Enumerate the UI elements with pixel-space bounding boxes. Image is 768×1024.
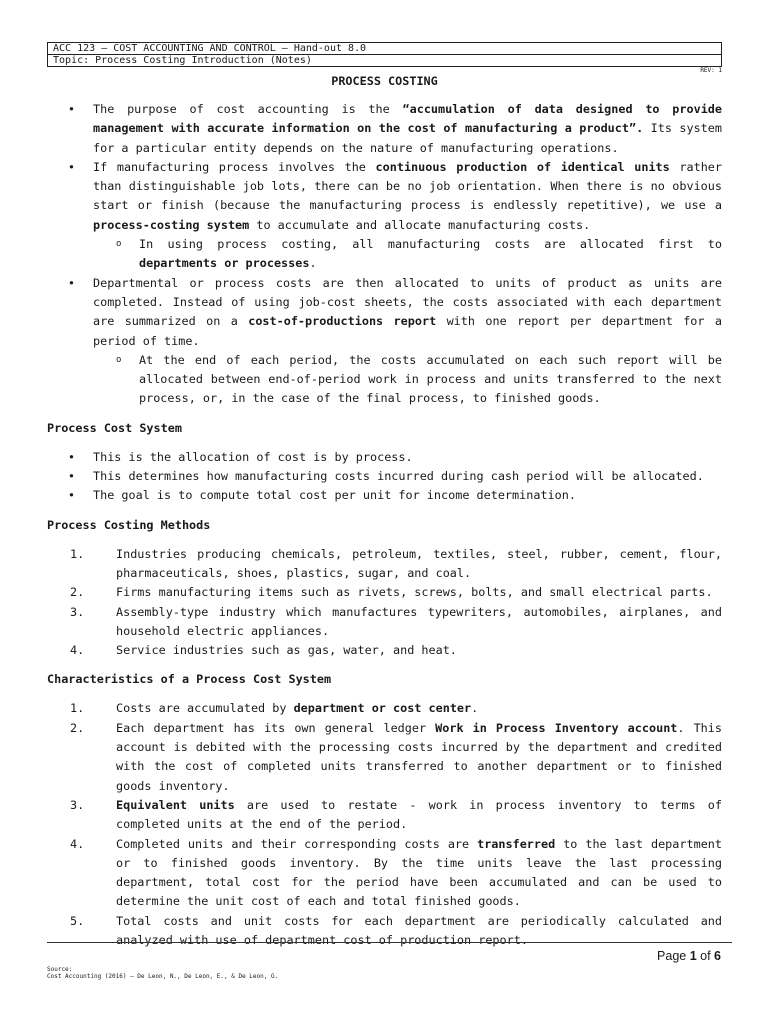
list-item: 1. Industries producing chemicals, petroleum, textiles, steel, rubber, cement, flour, pharmaceuticals, shoes, plastics, sugar, and coal. [70, 546, 722, 580]
list-item: 1. Costs are accumulated by department or cost center. [70, 701, 479, 716]
section-heading-characteristics: Characteristics of a Process Cost System [47, 672, 332, 687]
source-text: Cost Accounting (2016) – De Leon, N., De Leon, E., & De Leon, G. [47, 973, 279, 980]
list-item: • This determines how manufacturing costs incurred during cash period will be allocated. [47, 467, 722, 486]
list-item: 4. Completed units and their corresponding costs are transferred to the last department or to finished goods inventory. By the time units leave the last processing department, total cost for the period have been accumulated and can be used to determine the unit cost of each and total finished goods. [70, 836, 722, 909]
list-item: • The goal is to compute total cost per unit for income determination. [47, 486, 722, 505]
list-item: 2. Firms manufacturing items such as rivets, screws, bolts, and small electrical parts. [70, 585, 713, 600]
list-item: 2. Each department has its own general ledger Work in Process Inventory account. This account is debited with the processing costs incurred by the department and credited with the cost of completed units transferred to another department or to finished goods inventory. [70, 720, 722, 793]
intro-bullet-list [47, 100, 722, 409]
footer-divider [47, 942, 732, 943]
header-course-line: ACC 123 – COST ACCOUNTING AND CONTROL – Hand-out 8.0 [48, 43, 721, 55]
methods-numbered-list [47, 545, 722, 661]
system-bullet-list [47, 448, 722, 506]
section-heading-process-cost-system: Process Cost System [47, 420, 182, 435]
source-label: Source: [47, 966, 73, 973]
intro-sub-item-departments: o In using process costing, all manufacturing costs are allocated first to departments or processes. [93, 235, 722, 274]
list-item: • This is the allocation of cost is by process. [47, 448, 722, 467]
intro-sub-item-end-of-period: o At the end of each period, the costs accumulated on each such report will be allocated between end-of-period work in process and units transferred to the next process, or, in the case of the final process, to finished goods. [93, 351, 722, 409]
document-page [47, 42, 722, 950]
intro-bullet-departmental: • Departmental or process costs are then allocated to units of product as units are completed. Instead of using job-cost sheets, the costs associated with each department are summarized on a cost-of-productions report with one report per department for a period of time. o At the end of each period, the costs accumulated on each such report will be allocated between end-of-period work in process and units transferred to the next process, or, in the case of the final process, to finished goods. [47, 274, 722, 409]
list-item: 4. Service industries such as gas, water, and heat. [70, 643, 457, 658]
revision-label: REV: 1 [700, 67, 722, 74]
intro-bullet-purpose: • The purpose of cost accounting is the “accumulation of data designed to provide management with accurate information on the cost of manufacturing a product”. Its system for a particular entity depends on the nature of manufacturing operations. [47, 100, 722, 158]
intro-bullet-continuous: • If manufacturing process involves the continuous production of identical units rather than distinguishable job lots, there can be no job orientation. When there is no obvious start or finish (because the manufacturing process is endlessly repetitive), we use a process-costing system to accumulate and allocate manufacturing costs. o In using process costing, all manufacturing costs are allocated first to departments or processes. [47, 158, 722, 274]
section-heading-methods: Process Costing Methods [47, 517, 211, 532]
header-topic-line: Topic: Process Costing Introduction (Notes) [53, 55, 312, 66]
list-item: 5. Total costs and unit costs for each department are periodically calculated and analyzed with use of department cost of production report. [70, 913, 722, 947]
page-title: PROCESS COSTING [331, 74, 438, 88]
header-box [47, 42, 722, 67]
source-citation [47, 966, 278, 980]
intro-sub-list [93, 235, 722, 274]
characteristics-numbered-list [47, 699, 722, 950]
list-item: 3. Equivalent units are used to restate - work in process inventory to terms of completed units at the end of the period. [70, 797, 722, 832]
page-number: Page 1 of 6 [657, 949, 721, 963]
intro-sub-list [93, 351, 722, 409]
list-item: 3. Assembly-type industry which manufactures typewriters, automobiles, airplanes, and household electric appliances. [70, 604, 722, 638]
